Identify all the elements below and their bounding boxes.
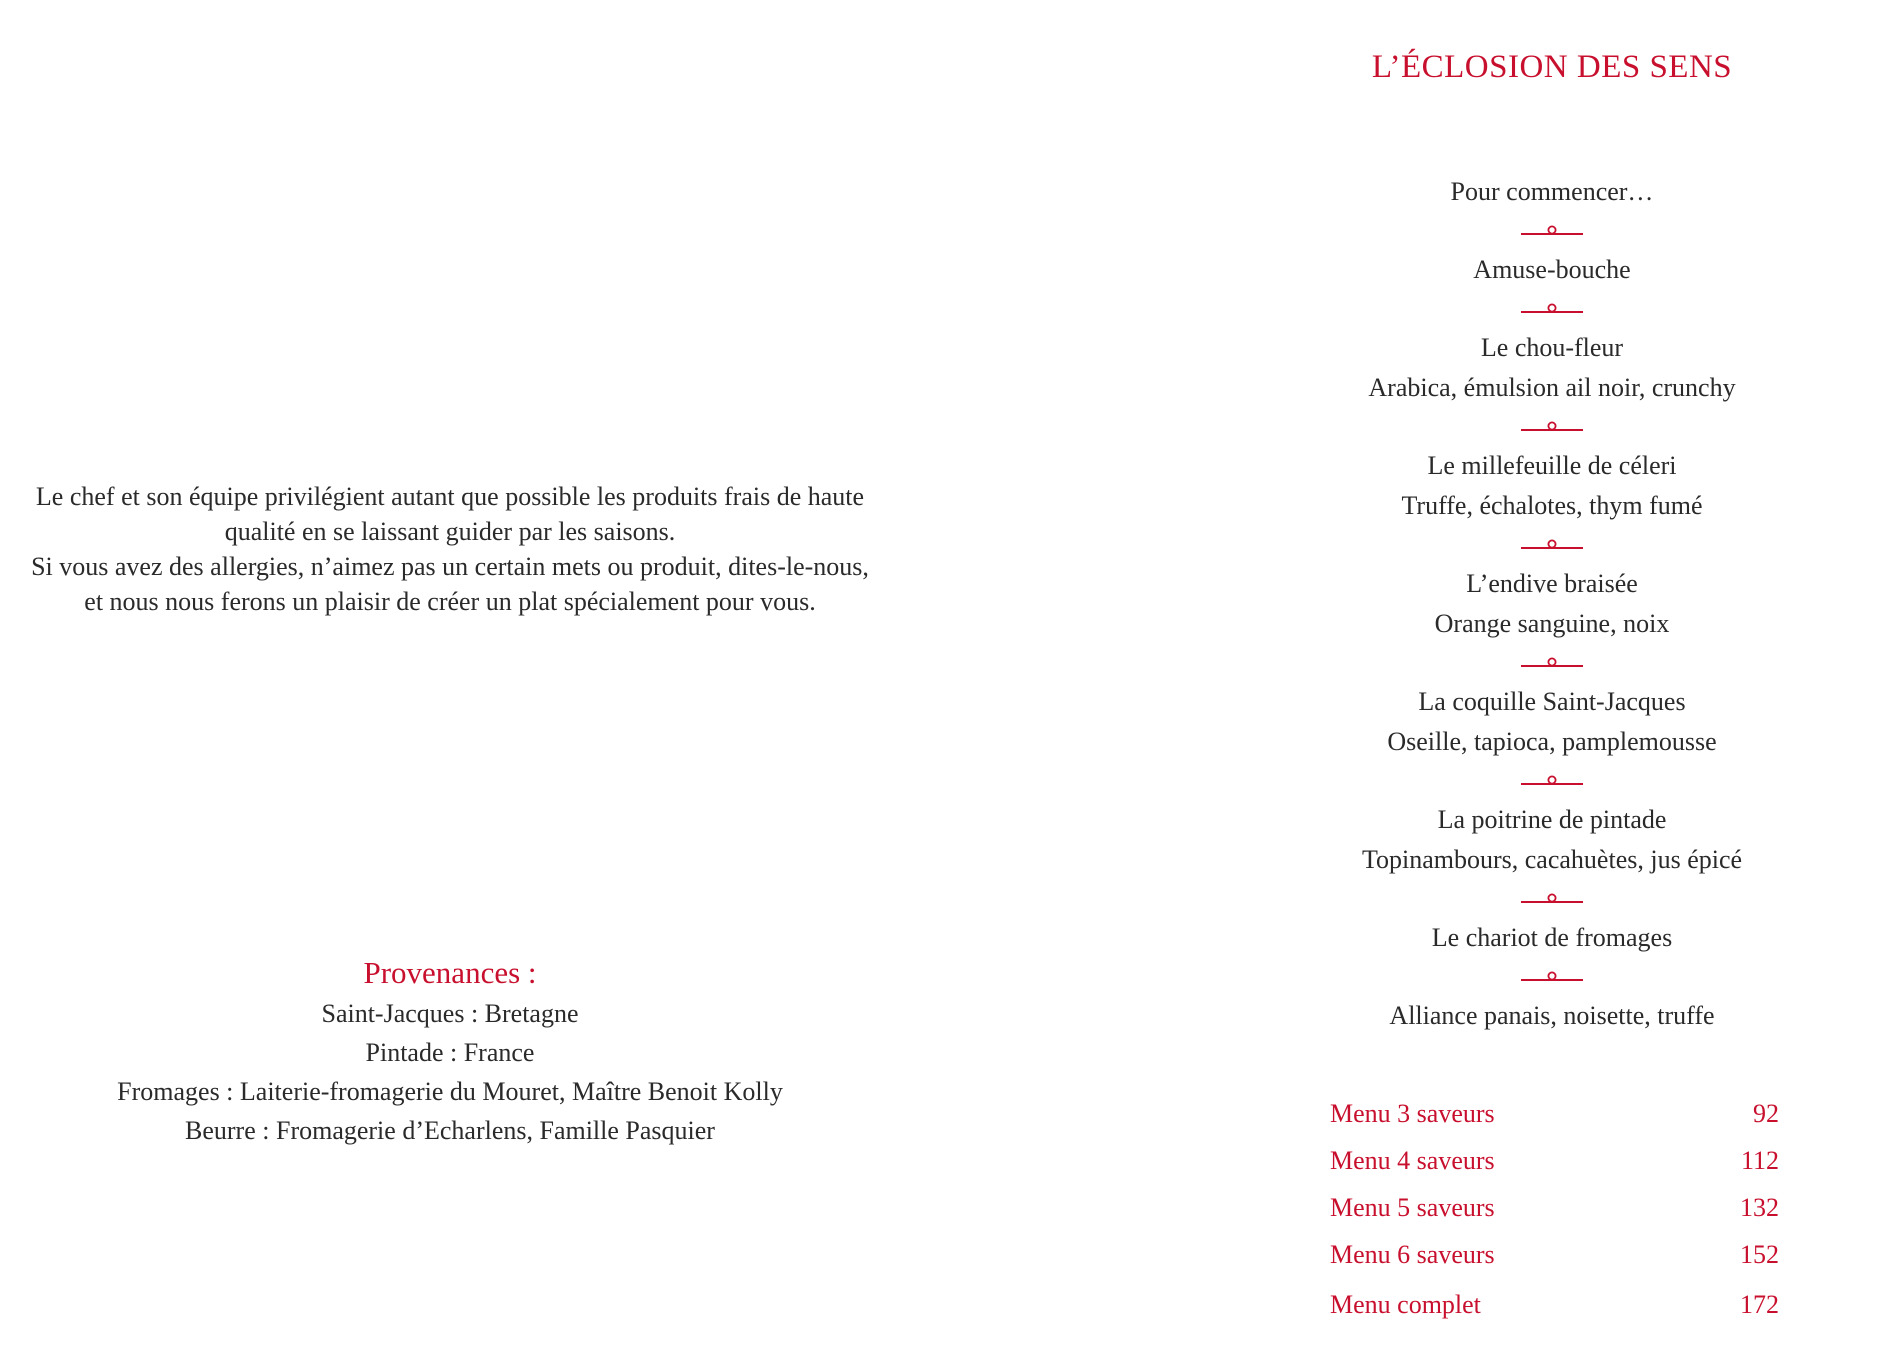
course-name: Le chou-fleur bbox=[1480, 333, 1624, 362]
menu-option-label: Menu 5 saveurs bbox=[1330, 1193, 1495, 1222]
provenances-title: Provenances : bbox=[363, 955, 537, 990]
course-detail: Orange sanguine, noix bbox=[1434, 609, 1670, 638]
course-name: L’endive braisée bbox=[1466, 569, 1638, 598]
course-name: La coquille Saint-Jacques bbox=[1418, 687, 1686, 716]
intro-line: Le chef et son équipe privilégient autant que possible les produits frais de haute bbox=[35, 482, 865, 511]
price-list bbox=[1330, 1094, 1790, 1332]
course-detail: Arabica, émulsion ail noir, crunchy bbox=[1368, 373, 1736, 402]
provenance-item: Pintade : France bbox=[365, 1038, 535, 1067]
ornament-divider-icon bbox=[1521, 212, 1583, 250]
ornament-divider-icon bbox=[1521, 408, 1583, 446]
course-item bbox=[1282, 996, 1822, 1036]
course-name: Amuse-bouche bbox=[1473, 255, 1631, 284]
menu-title: L’ÉCLOSION DES SENS bbox=[1371, 49, 1733, 85]
menu-option-price: 92 bbox=[1753, 1099, 1779, 1128]
ornament-divider-icon bbox=[1521, 958, 1583, 996]
price-row bbox=[1330, 1188, 1790, 1235]
course-detail: Truffe, échalotes, thym fumé bbox=[1401, 491, 1703, 520]
course-item bbox=[1282, 172, 1822, 212]
menu-option-price: 112 bbox=[1740, 1146, 1779, 1175]
intro-text bbox=[20, 479, 880, 619]
provenance-item: Saint-Jacques : Bretagne bbox=[321, 999, 579, 1028]
ornament-divider-icon bbox=[1521, 644, 1583, 682]
course-detail: Topinambours, cacahuètes, jus épicé bbox=[1361, 845, 1743, 874]
ornament-divider-icon bbox=[1521, 762, 1583, 800]
ornament-divider-icon bbox=[1521, 290, 1583, 328]
intro-line: et nous nous ferons un plaisir de créer un plat spécialement pour vous. bbox=[84, 587, 816, 616]
price-row bbox=[1330, 1094, 1790, 1141]
course-name: Pour commencer… bbox=[1450, 177, 1654, 206]
menu-option-label: Menu 4 saveurs bbox=[1330, 1146, 1495, 1175]
menu-option-price: 172 bbox=[1740, 1290, 1779, 1319]
course-item bbox=[1282, 328, 1822, 408]
course-name: La poitrine de pintade bbox=[1437, 805, 1667, 834]
provenance-item: Beurre : Fromagerie d’Echarlens, Famille Pasquier bbox=[185, 1116, 715, 1145]
price-row bbox=[1330, 1285, 1790, 1332]
course-item bbox=[1282, 682, 1822, 762]
price-row bbox=[1330, 1141, 1790, 1188]
course-name: Alliance panais, noisette, truffe bbox=[1389, 1001, 1715, 1030]
course-item bbox=[1282, 800, 1822, 880]
course-detail: Oseille, tapioca, pamplemousse bbox=[1387, 727, 1717, 756]
price-row bbox=[1330, 1235, 1790, 1282]
menu-option-label: Menu 3 saveurs bbox=[1330, 1099, 1495, 1128]
ornament-divider-icon bbox=[1521, 526, 1583, 564]
menu-option-price: 132 bbox=[1740, 1193, 1779, 1222]
menu-option-label: Menu 6 saveurs bbox=[1330, 1240, 1495, 1269]
ornament-divider-icon bbox=[1521, 880, 1583, 918]
course-list bbox=[1282, 172, 1822, 1036]
intro-line: qualité en se laissant guider par les saisons. bbox=[224, 517, 676, 546]
course-item bbox=[1282, 446, 1822, 526]
provenances-section bbox=[60, 952, 840, 1150]
menu-option-label: Menu complet bbox=[1330, 1290, 1481, 1319]
course-name: Le chariot de fromages bbox=[1431, 923, 1673, 952]
provenance-item: Fromages : Laiterie-fromagerie du Mouret, Maître Benoit Kolly bbox=[117, 1077, 783, 1106]
course-name: Le millefeuille de céleri bbox=[1427, 451, 1677, 480]
course-item bbox=[1282, 918, 1822, 958]
menu-option-price: 152 bbox=[1740, 1240, 1779, 1269]
course-item bbox=[1282, 564, 1822, 644]
intro-line: Si vous avez des allergies, n’aimez pas un certain mets ou produit, dites-le-nous, bbox=[31, 552, 869, 581]
course-item bbox=[1282, 250, 1822, 290]
